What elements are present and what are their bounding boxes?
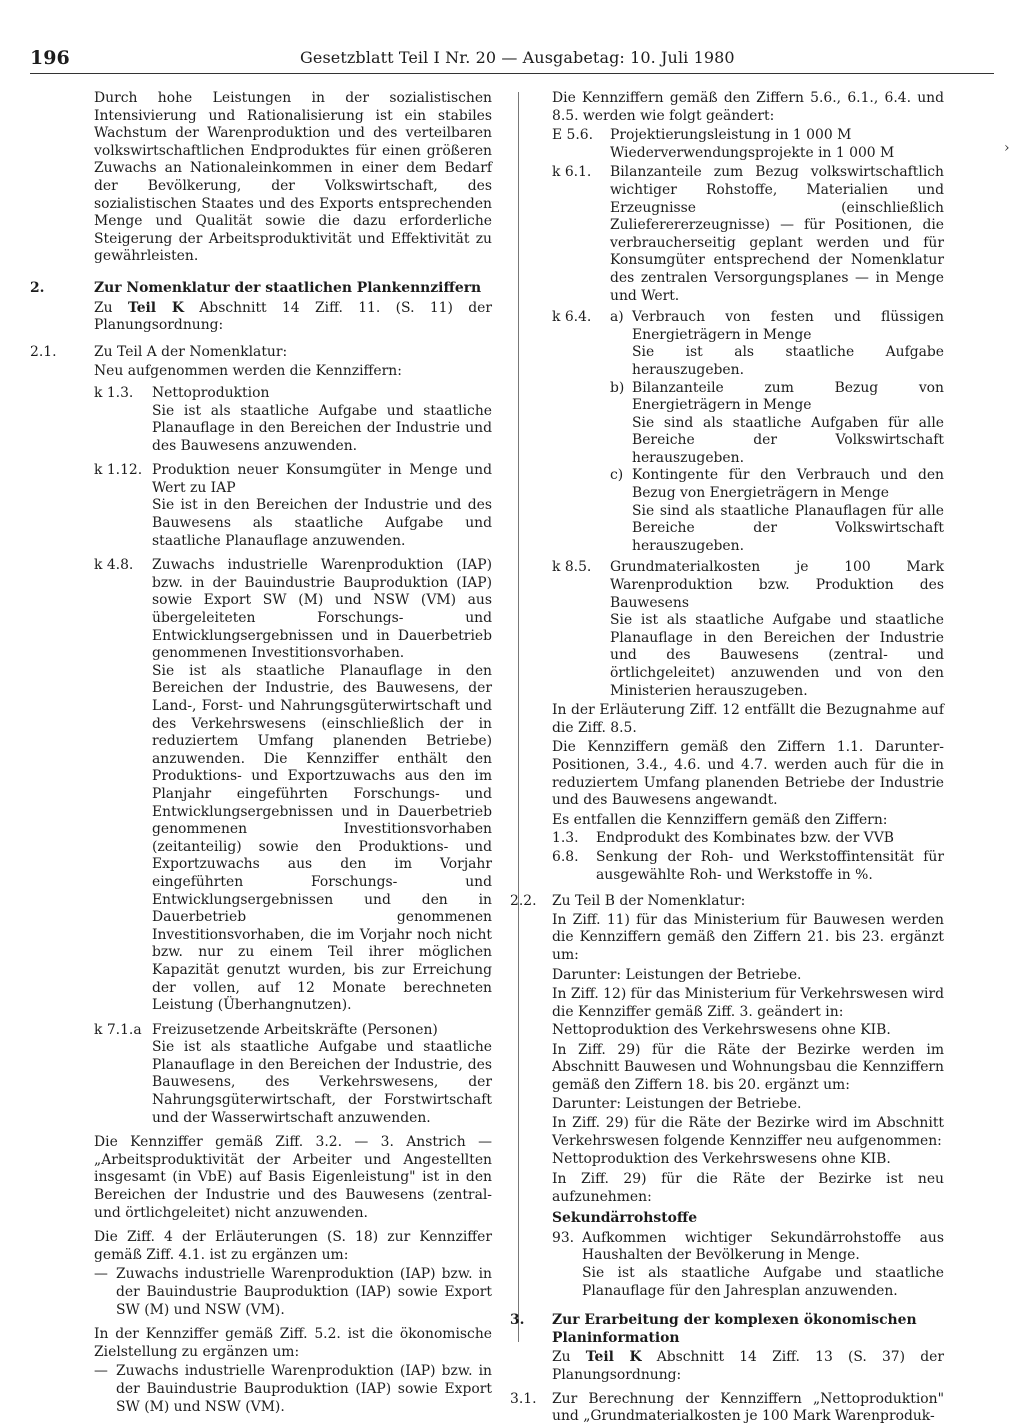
- kennziffer-text: Sie ist als staatliche Planauflage in den Bereichen der Industrie, des Bauwesens, der Land-, Forst- und Nahrungsgüterwirtschaft und des Verkehrswesens (einschließlich der in reduziertem Umfang planenden Betriebe) anzuwenden. Die Kennziffer enthält den Produktions- und Exportzuwachs aus den im Planjahr eingeführten Forschungs- und Entwicklungsergebnissen und in Dauerbetrieb genommenen Investitionsvorhaben (zeitanteilig) sowie den Produktions- und Exportzuwachs aus den im Vorjahr eingeführten Forschungs- und Entwicklungsergebnissen und den in Dauerbetrieb genommenen Investitionsvorhaben, die im Vorjahr noch nicht bzw. nur zu einem Teil ihrer möglichen Kapazität genutzt wurden, bis zur Erreichung der vollen, auf 12 Monate berechneten Leistung (Überhangnutzen).: [152, 662, 492, 1014]
- section-title: Zur Erarbeitung der komplexen ökonomischen Planinformation: [552, 1312, 917, 1346]
- paragraph-ziff-5-2: In der Kennziffer gemäß Ziff. 5.2. ist die ökonomische Zielstellung zu ergänzen um:: [94, 1326, 492, 1360]
- kennziffer-text: Sie ist als staatliche Aufgabe und staatliche Planauflage in den Bereichen der Industrie, des Bauwesens, des Verkehrswesens, der Nahrungsgüterwirtschaft, der Forstwirtschaft und der Wasserwirtschaft anzuwenden.: [152, 1039, 492, 1126]
- item-letter: c): [610, 467, 624, 484]
- paragraph-darunter-2: Darunter: Leistungen der Betriebe.: [552, 1095, 802, 1112]
- section-3-1: [510, 1391, 944, 1426]
- kennziffer-k4-8: [30, 557, 492, 1014]
- dash-marker: —: [94, 1266, 108, 1283]
- kennziffer-e5-6: [510, 127, 944, 162]
- section-number: 3.: [510, 1312, 525, 1329]
- subsection-title: Zu Teil B der Nomenklatur:: [552, 893, 746, 910]
- dash-item-1: [30, 1266, 492, 1319]
- item-text: Endprodukt des Kombinates bzw. der VVB: [596, 830, 894, 847]
- kennziffer-code: k 4.8.: [94, 557, 134, 574]
- item-letter: a): [610, 309, 624, 326]
- kennziffer-text: Sie ist als staatliche Aufgabe und staatliche Planauflage in den Bereichen der Industrie und des Bauwesens anzuwenden.: [152, 402, 492, 454]
- ref-prefix: Zu: [552, 1349, 586, 1366]
- margin-mark-icon: ›: [1004, 140, 1010, 156]
- item-text: Sie sind als staatliche Planauflagen für alle Bereiche der Volkswirtschaft herauszugeben.: [632, 502, 944, 554]
- dash-item-2: [30, 1363, 492, 1416]
- paragraph-ziff-4: Die Ziff. 4 der Erläuterungen (S. 18) zur Kennziffer gemäß Ziff. 4.1. ist zu ergänzen um:: [94, 1229, 492, 1263]
- right-column: [510, 90, 944, 1426]
- item-93: [510, 1230, 944, 1300]
- item-c: [610, 467, 944, 555]
- kennziffer-title: Grundmaterialkosten je 100 Mark Warenproduktion bzw. Produktion des Bauwesens: [610, 559, 944, 611]
- item-number: 1.3.: [552, 830, 579, 847]
- item-text: Sie sind als staatliche Aufgaben für alle Bereiche der Volkswirtschaft herauszugeben.: [632, 414, 944, 466]
- entfall-item-6-8: [510, 849, 944, 884]
- intro-paragraph: Durch hohe Leistungen in der sozialistischen Intensivierung und Rationalisierung ist ein stabiles Wachstum der Warenproduktion und des verteilbaren volkswirtschaftlichen Endproduktes für einen größeren Zuwachs an Nationaleinkommen in einer dem Bedarf der Bevölkerung, der Volkswirtschaft, des sozialistischen Staates und des Exports entsprechenden Menge und Qualität sowie die dazu erforderliche Steigerung der Arbeitsproduktivität und Effektivität zu gewährleisten.: [94, 90, 492, 265]
- ref-suffix: Abschnitt 14 Ziff. 13 (S. 37) der Planungsordnung:: [552, 1349, 944, 1383]
- heading-sekundaerrohstoffe: Sekundärrohstoffe: [552, 1210, 698, 1227]
- item-letter: b): [610, 379, 625, 396]
- section-number: 2.: [30, 279, 45, 296]
- paragraph-ziff-11: In Ziff. 11) für das Ministerium für Bauwesen werden die Kennziffern gemäß den Ziffern 21. bis 23. ergänzt um:: [552, 911, 944, 963]
- kennziffer-code: k 6.1.: [552, 164, 592, 181]
- paragraph-ziff-29b: In Ziff. 29) für die Räte der Bezirke wird im Abschnitt Verkehrswesen folgende Kennziffer neu aufgenommen:: [552, 1115, 944, 1149]
- subsection-text: Zur Berechnung der Kennziffern „Nettoproduktion" und „Grundmaterialkosten je 100 Mark Warenproduk-: [552, 1390, 944, 1425]
- kennziffer-title: Produktion neuer Konsumgüter in Menge und Wert zu IAP: [152, 462, 492, 496]
- ref-bold: Teil K: [585, 1349, 642, 1366]
- section-2-1: [30, 344, 492, 362]
- kennziffer-code: k 8.5.: [552, 559, 592, 576]
- kennziffer-k6-4: [510, 309, 944, 555]
- dash-text: Zuwachs industrielle Warenproduktion (IAP) bzw. in der Bauindustrie Bauproduktion (IAP) sowie Export SW (M) und NSW (VM).: [116, 1266, 492, 1318]
- ref-prefix: Zu: [94, 299, 128, 316]
- paragraph-kennziffern-5-6: Die Kennziffern gemäß den Ziffern 5.6., 6.1., 6.4. und 8.5. werden wie folgt geändert:: [552, 90, 944, 124]
- paragraph-ziff-29c: In Ziff. 29) für die Räte der Bezirke ist neu aufzunehmen:: [552, 1171, 944, 1205]
- dash-text: Zuwachs industrielle Warenproduktion (IAP) bzw. in der Bauindustrie Bauproduktion (IAP) sowie Export SW (M) und NSW (VM).: [116, 1363, 492, 1415]
- section-2-heading: [30, 280, 492, 298]
- kennziffer-text: Sie ist als staatliche Aufgabe und staatliche Planauflage in den Bereichen der Industrie und des Bauwesens (zentral- und örtlichgeleitet) anzuwenden und von den Ministerien herauszugeben.: [610, 612, 944, 699]
- section-2-reference: [30, 300, 492, 335]
- kennziffer-line: Projektierungsleistung in 1 000 M: [610, 127, 852, 144]
- page-number: 196: [30, 47, 70, 69]
- kennziffer-code: k 6.4.: [552, 309, 592, 326]
- dash-marker: —: [94, 1363, 108, 1380]
- item-text: Sie ist als staatliche Aufgabe herauszugeben.: [632, 344, 944, 378]
- left-column: [30, 90, 492, 1416]
- section-3-reference: [510, 1349, 944, 1384]
- entfall-item-1-3: [510, 830, 944, 848]
- kennziffer-text: Bilanzanteile zum Bezug volkswirtschaftlich wichtiger Rohstoffe, Materialien und Erzeugnisse (einschließlich Zulieferererzeugnisse) — für Positionen, die verbraucherseitig geplant werden und für Konsumgüter entsprechend der Nomenklatur des zentralen Versorgungsplanes — in Menge und Wert.: [610, 164, 944, 304]
- kennziffer-text: Sie ist in den Bereichen der Industrie und des Bauwesens als staatliche Aufgabe und staatliche Planauflage anzuwenden.: [152, 497, 492, 549]
- kennziffer-code: k 1.3.: [94, 384, 134, 401]
- section-2-2: [510, 893, 944, 911]
- header-divider: [30, 73, 994, 74]
- section-title: Zur Nomenklatur der staatlichen Plankennziffern: [94, 279, 482, 296]
- kennziffer-title: Freizusetzende Arbeitskräfte (Personen): [152, 1021, 438, 1038]
- item-title: Aufkommen wichtiger Sekundärrohstoffe aus Haushalten der Bevölkerung in Menge.: [582, 1229, 944, 1264]
- paragraph-ziff-12: In Ziff. 12) für das Ministerium für Verkehrswesen wird die Kennziffer gemäß Ziff. 3. geändert in:: [552, 986, 944, 1020]
- subsection-intro: Neu aufgenommen werden die Kennziffern:: [94, 363, 402, 380]
- kennziffer-code: E 5.6.: [552, 127, 594, 144]
- kennziffer-k6-1: [510, 164, 944, 305]
- item-title: Bilanzanteile zum Bezug von Energieträgern in Menge: [632, 379, 944, 414]
- item-title: Kontingente für den Verbrauch und den Bezug von Energieträgern in Menge: [632, 467, 944, 502]
- item-b: [610, 380, 944, 468]
- kennziffer-k1-12: [30, 462, 492, 550]
- paragraph-kennziffer-3-2: Die Kennziffer gemäß Ziff. 3.2. — 3. Anstrich — „Arbeitsproduktivität der Arbeiter und Angestellten insgesamt (in VbE) auf Basis Eigenleistung" ist in den Bereichen der Industrie und des Bauwesens (zentral- und örtlichgeleitet) nicht anzuwenden.: [94, 1134, 492, 1221]
- running-header: Gesetzblatt Teil I Nr. 20 — Ausgabetag: 10. Juli 1980: [300, 48, 735, 67]
- subsection-title: Zu Teil A der Nomenklatur:: [94, 343, 288, 360]
- paragraph-entfallen: Es entfallen die Kennziffern gemäß den Ziffern:: [552, 811, 888, 828]
- subsection-number: 3.1.: [510, 1390, 537, 1407]
- item-text: Sie ist als staatliche Aufgabe und staatliche Planauflage für den Jahresplan anzuwenden.: [582, 1265, 944, 1299]
- item-text: Senkung der Roh- und Werkstoffintensität für ausgewählte Roh- und Werkstoffe in %.: [596, 848, 944, 883]
- kennziffer-line: Wiederverwendungsprojekte in 1 000 M: [610, 144, 895, 161]
- kennziffer-code: k 1.12.: [94, 462, 143, 479]
- item-title: Verbrauch von festen und flüssigen Energieträgern in Menge: [632, 309, 944, 343]
- paragraph-darunter-1: Darunter: Leistungen der Betriebe.: [552, 966, 802, 983]
- item-number: 93.: [552, 1229, 575, 1246]
- paragraph-netto-1: Nettoproduktion des Verkehrswesens ohne KIB.: [552, 1022, 891, 1039]
- ref-suffix: Abschnitt 14 Ziff. 11. (S. 11) der Planungsordnung:: [94, 299, 493, 334]
- kennziffer-k8-5: [510, 559, 944, 700]
- paragraph-kennziffern-1-1: Die Kennziffern gemäß den Ziffern 1.1. Darunter-Positionen, 3.4., 4.6. und 4.7. werden auch für die in reduziertem Umfang planenden Betriebe der Industrie und des Bauwesens angewandt.: [552, 739, 944, 809]
- kennziffer-code: k 7.1.a: [94, 1021, 142, 1038]
- item-number: 6.8.: [552, 848, 579, 865]
- kennziffer-title: Nettoproduktion: [152, 384, 270, 401]
- paragraph-ziff-29a: In Ziff. 29) für die Räte der Bezirke werden im Abschnitt Bauwesen und Wohnungsbau die Kennziffern gemäß den Ziffern 18. bis 20. ergänzt um:: [552, 1041, 944, 1094]
- subsection-number: 2.2.: [510, 893, 537, 910]
- kennziffer-title: Zuwachs industrielle Warenproduktion (IAP) bzw. in der Bauindustrie Bauproduktion (IAP) sowie Export SW (M) und NSW (VM) aus übergeleiteten Forschungs- und Entwicklungsergebnissen und in Dauerbetrieb genommenen Investitionsvorhaben.: [152, 557, 492, 662]
- subsection-number: 2.1.: [30, 343, 57, 360]
- paragraph-erlaeuterung-12: In der Erläuterung Ziff. 12 entfällt die Bezugnahme auf die Ziff. 8.5.: [552, 702, 944, 736]
- section-3-heading: [510, 1312, 944, 1347]
- kennziffer-k7-1a: [30, 1022, 492, 1128]
- kennziffer-k1-3: [30, 385, 492, 455]
- paragraph-netto-2: Nettoproduktion des Verkehrswesens ohne KIB.: [552, 1151, 891, 1168]
- item-a: [610, 309, 944, 379]
- ref-bold: Teil K: [127, 299, 184, 316]
